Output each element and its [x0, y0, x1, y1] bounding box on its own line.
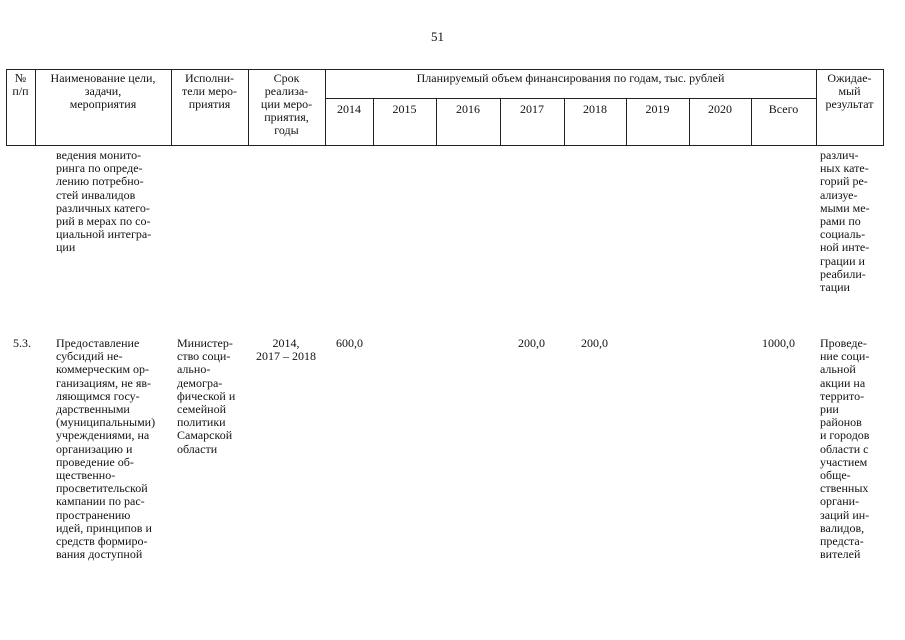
row-value-2017: 200,0 — [518, 336, 545, 350]
years-divider — [325, 98, 816, 99]
header-name: Наименование цели, задачи, мероприятия — [50, 71, 156, 111]
header-executor: Исполни- тели меро- приятия — [182, 71, 237, 111]
row-cont-result: различ- ных кате- горий ре- ализуе- мыми ме- рами по социаль- ной инте- грации и реабили- тации — [820, 148, 870, 295]
header-term: Срок реализа- ции меро- приятия, годы — [260, 71, 313, 137]
row-number: 5.3. — [13, 336, 31, 350]
row-value-2014: 600,0 — [336, 336, 363, 350]
header-year-2015: 2015 — [392, 102, 417, 116]
header-num: № п/п — [12, 71, 29, 98]
row-result: Проведе- ние соци- альной акции на террито- рии районов и городов области с участием обще- ственных органи- заций ин- валидов, предста- вителей — [820, 336, 870, 562]
row-executor: Министер- ство соци- ально- демогра- фической и семейной политики Самарской области — [177, 336, 236, 456]
header-year-2019: 2019 — [645, 102, 670, 116]
border-right — [883, 69, 884, 146]
header-year-2017: 2017 — [520, 102, 544, 116]
page-number: 51 — [431, 29, 444, 44]
table-top-border — [6, 69, 883, 70]
header-funding: Планируемый объем финансирования по годам, тыс. рублей — [416, 71, 725, 85]
header-result: Ожидае- мый результат — [825, 71, 874, 111]
row-term: 2014, 2017 – 2018 — [256, 336, 316, 364]
row-name: Предоставление субсидий не- коммерческим ор- ганизациям, не яв- ляющимся госу- дарственными (муниципальными) учреждениями, на организацию и проведение об- щественно- просветительской кампании по рас- пространению идей, принципов и средств формиро- вания доступной — [56, 336, 156, 562]
header-year-2020: 2020 — [708, 102, 732, 116]
row-value-2018: 200,0 — [581, 336, 608, 350]
row-value-total: 1000,0 — [762, 336, 795, 350]
header-year-2018: 2018 — [583, 102, 607, 116]
header-year-2016: 2016 — [456, 102, 480, 116]
header-total: Всего — [768, 102, 799, 116]
row-cont-name: ведения монито- ринга по опреде- лению потребно- стей инвалидов различных катего- рий в мерах по со- циальной интегра- ции — [56, 148, 152, 255]
header-year-2014: 2014 — [337, 102, 361, 116]
